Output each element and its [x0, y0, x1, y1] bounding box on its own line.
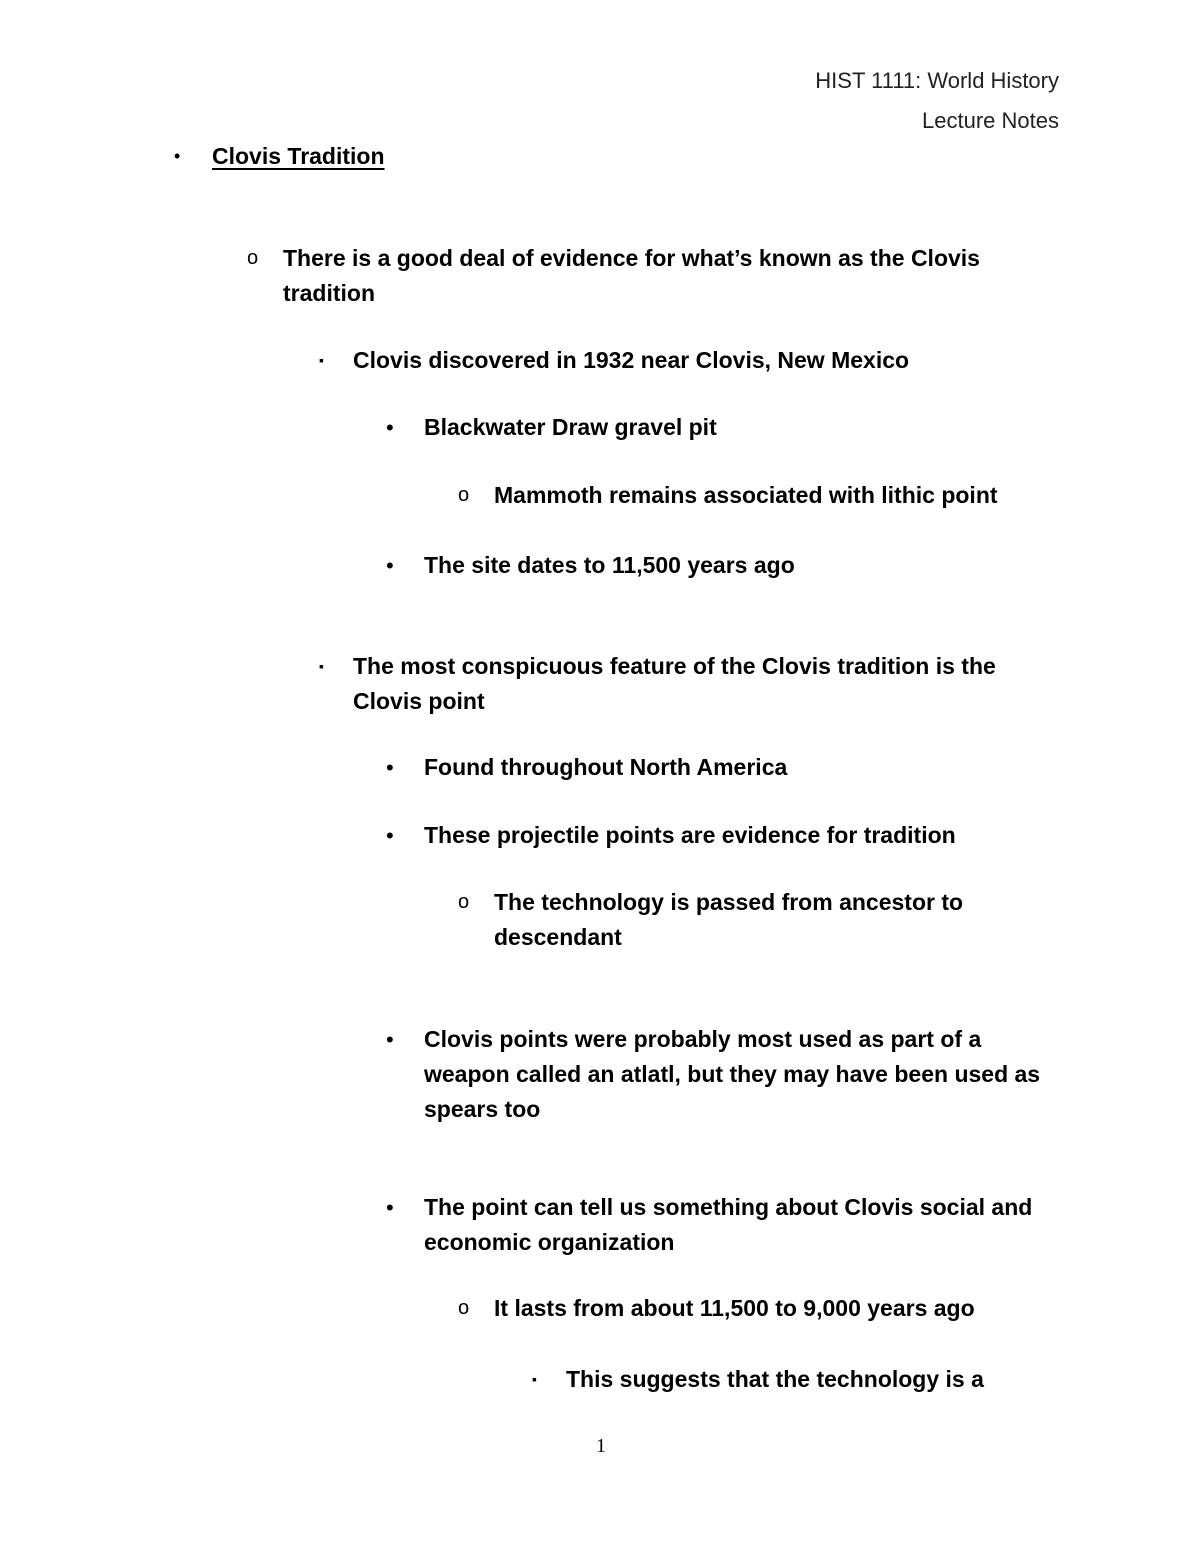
list-item [458, 1291, 1054, 1326]
circle-bullet-icon: o [247, 247, 259, 269]
list-item [386, 750, 1044, 785]
bullet-icon: • [386, 553, 394, 578]
list-item-text: These projectile points are evidence for tradition [424, 822, 956, 848]
square-bullet-icon: ▪ [319, 352, 324, 368]
list-item [458, 885, 994, 955]
list-item-text: It lasts from about 11,500 to 9,000 years ago [494, 1295, 975, 1321]
list-item-text: The most conspicuous feature of the Clovis tradition is the Clovis point [353, 653, 996, 714]
list-item [386, 818, 1044, 853]
square-bullet-icon: ▪ [319, 658, 324, 674]
list-item-text: Clovis discovered in 1932 near Clovis, New Mexico [353, 347, 910, 373]
list-item-text: The point can tell us something about Clovis social and economic organization [424, 1194, 1033, 1255]
page-number: 1 [596, 1435, 606, 1457]
list-item [247, 241, 1043, 311]
list-item [532, 1362, 1056, 1397]
list-item [386, 1190, 1054, 1260]
bullet-icon: • [386, 415, 394, 440]
list-item-text: Mammoth remains associated with lithic point [494, 482, 998, 508]
document-subtitle: Lecture Notes [922, 108, 1059, 133]
list-item-text: There is a good deal of evidence for what’s known as the Clovis tradition [283, 245, 980, 306]
list-item [386, 548, 1044, 583]
circle-bullet-icon: o [458, 891, 470, 913]
bullet-icon: • [386, 755, 394, 780]
list-item [386, 410, 1044, 445]
list-item-text: This suggests that the technology is a [566, 1366, 984, 1392]
list-item [319, 343, 1043, 378]
list-item [386, 1022, 1044, 1127]
bullet-icon: • [386, 823, 394, 848]
list-item-text: Blackwater Draw gravel pit [424, 414, 717, 440]
bullet-icon: • [386, 1027, 394, 1052]
bullet-icon: • [386, 1195, 394, 1220]
square-bullet-icon: ▪ [532, 1371, 537, 1387]
list-item-text: Found throughout North America [424, 754, 788, 780]
list-item [458, 478, 1054, 513]
section-title: Clovis Tradition [212, 143, 385, 169]
list-item-text: The technology is passed from ancestor to descendant [494, 889, 964, 950]
bullet-icon: • [174, 146, 181, 166]
list-item-text: The site dates to 11,500 years ago [424, 552, 795, 578]
course-title: HIST 1111: World History [815, 68, 1059, 93]
circle-bullet-icon: o [458, 484, 470, 506]
list-item-text: Clovis points were probably most used as part of a weapon called an atlatl, but they may have been used as spears too [424, 1026, 1041, 1122]
list-item [319, 649, 1033, 719]
outline-title-item [174, 139, 1032, 174]
circle-bullet-icon: o [458, 1297, 470, 1319]
